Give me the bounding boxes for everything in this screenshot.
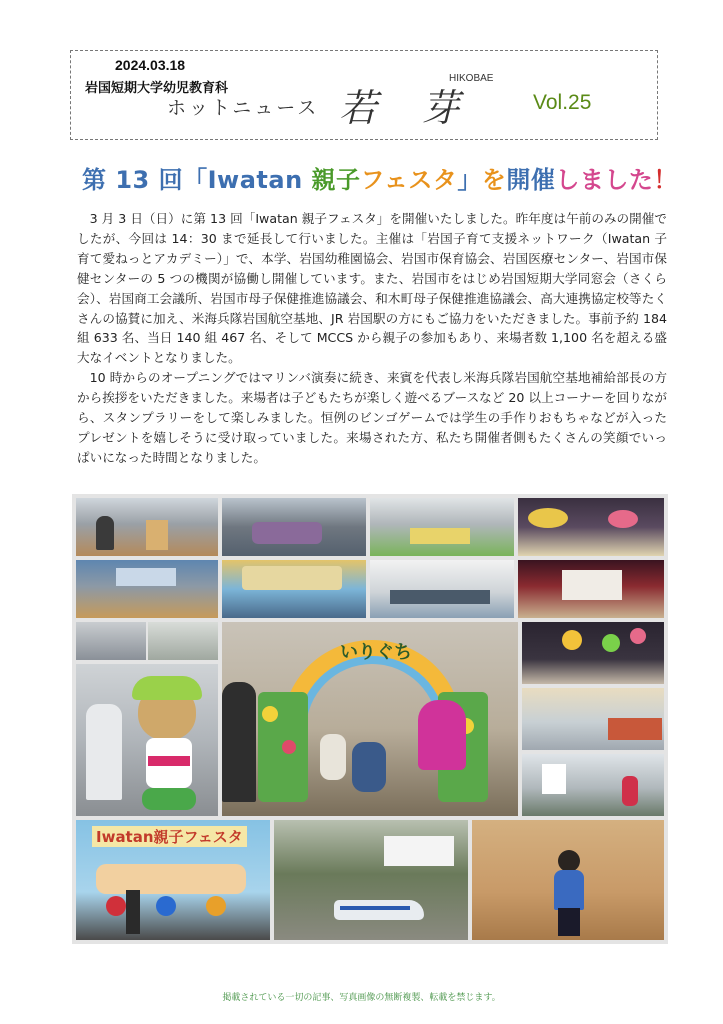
- headline-part: Iwatan: [207, 166, 303, 194]
- event-photo-speaker: [472, 820, 664, 940]
- article-paragraph: 3 月 3 日（日）に第 13 回「Iwatan 親子フェスタ」を開催いたしました。昨年度は午前のみの開催でしたが、今回は 14：30 まで延長して行いました。主催は「岩国子育て支援ネットワーク（Iwatan 子育て愛ねっとアカデミー）」で、本学、岩国幼稚園協会、岩国市保育協会、岩国医療センター、岩国市保健センターの 5 つの機関が協働し開催しています。また、岩国市をはじめ岩国短期大学同窓会（さくら会）、岩国商工会議所、岩国市母子保健推進協議会、和木町母子保健推進協議会、高大連携協定校等たくさんの協賛に加え、米海兵隊岩国航空基地、JR 岩国駅の方にもご協力をいただきました。事前予約 184 組 633 名、当日 140 組 467 名、そして MCCS から親子の参加もあり、来場者数 1,100 名を超える盛大なイベントとなりました。: [77, 211, 667, 366]
- article-body: [77, 209, 667, 468]
- article-headline: [82, 160, 678, 195]
- headline-part: 第 13 回「: [82, 166, 208, 194]
- event-photo: [222, 560, 366, 618]
- volume-number: Vol.25: [533, 91, 592, 114]
- headline-part: フェスタ: [360, 166, 458, 194]
- event-photo: [522, 622, 664, 684]
- newsletter-header: [70, 50, 658, 140]
- event-photo-entrance-arch: [222, 622, 518, 816]
- headline-part: しました: [555, 166, 654, 194]
- college-name: 岩国短期大学幼児教育科: [85, 81, 229, 96]
- article-paragraph: 10 時からのオープニングではマリンバ演奏に続き、来賓を代表し米海兵隊岩国航空基地補給部長の方から挨拶をいただきました。来場者は子どもたちが楽しく遊べるブースなど 20 以上コーナーを回りながら、スタンプラリーをして楽しみました。恒例のビンゴゲームでは学生の手作りおもちゃなどが入ったプレゼントを嬉しそうに受け取っていました。来場された方、私たち開催者側もたくさんの笑顔でいっぱいになった時間となりました。: [77, 370, 667, 465]
- arch-sign: いりぐち: [340, 642, 412, 663]
- event-photo: [370, 560, 514, 618]
- event-photo: [76, 622, 146, 660]
- issue-date: 2024.03.18: [115, 57, 186, 73]
- headline-part: 親子: [302, 166, 361, 194]
- event-photo-stage-banner: [76, 820, 270, 940]
- event-photo: [518, 560, 664, 618]
- event-photo: [222, 498, 366, 556]
- event-photo: [522, 754, 664, 816]
- headline-part: を: [481, 166, 507, 194]
- photo-collage: [72, 494, 668, 944]
- event-photo: [148, 622, 218, 660]
- event-photo: [76, 560, 218, 618]
- headline-part: ！: [653, 166, 678, 194]
- copyright-notice: 掲載されている一切の記事、写真画像の無断複製、転載を禁じます。: [222, 993, 501, 1003]
- headline-part: 開催: [506, 166, 556, 194]
- newsletter-title: 若 芽: [339, 86, 476, 130]
- banner-text: Iwatan親子フェスタ: [92, 826, 247, 847]
- event-photo: [76, 664, 218, 816]
- event-photo-train-ride: [274, 820, 468, 940]
- event-photo: [522, 688, 664, 750]
- series-name: ホットニュース: [167, 97, 320, 119]
- newsletter-title-romaji: HIKOBAE: [449, 73, 494, 84]
- event-photo: [518, 498, 664, 556]
- event-photo: [370, 498, 514, 556]
- event-photo: [76, 498, 218, 556]
- headline-part: 」: [457, 166, 482, 194]
